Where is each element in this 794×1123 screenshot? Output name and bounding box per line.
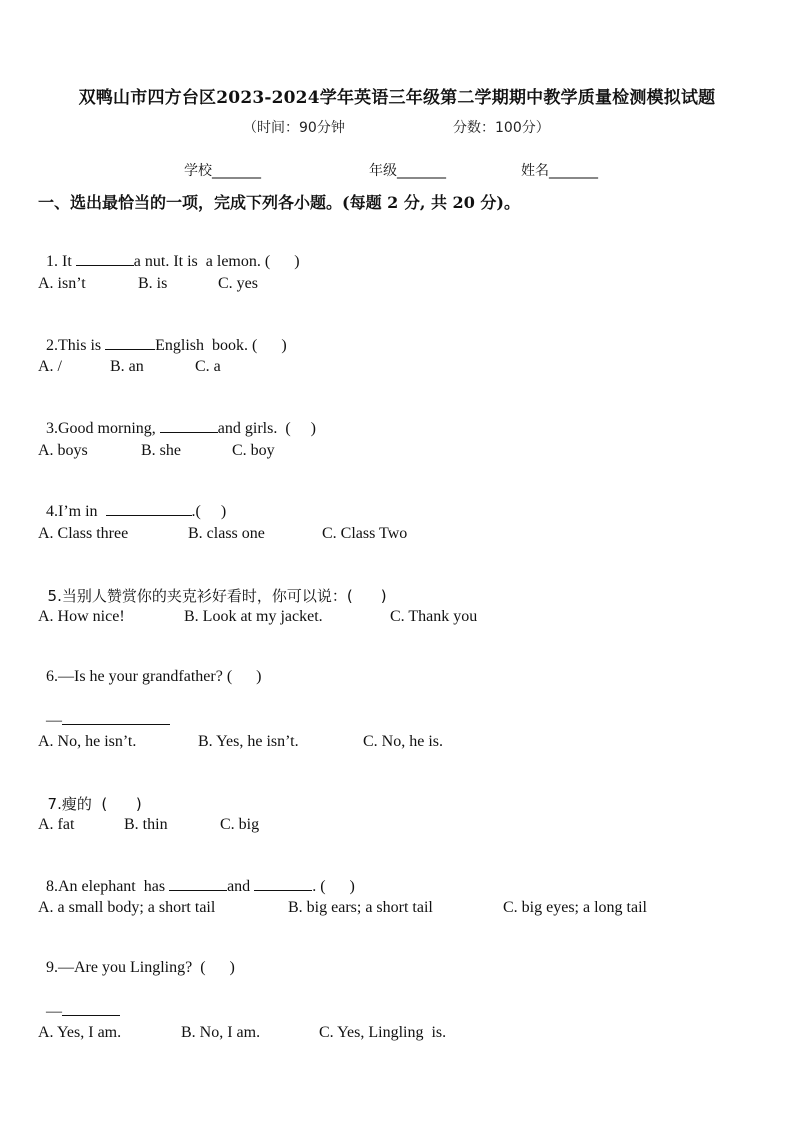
question-text: 8.An elephant has [46,878,170,895]
option-c[interactable]: C. Yes, Lingling is. [319,1024,447,1041]
option-b[interactable]: B. she [141,442,181,459]
name-field[interactable]: 姓名_______ [521,163,598,179]
question-9 [38,941,235,977]
question-6 [38,650,261,686]
section-heading: 一、选出最恰当的一项，完成下列各小题。(每题 2 分, 共 20 分)。 [38,193,520,212]
question-text: 7.瘦的 ( ) [47,795,142,813]
answer-blank[interactable] [169,876,227,891]
option-b[interactable]: B. class one [188,525,265,542]
answer-line [38,983,120,1021]
answer-blank[interactable] [254,876,312,891]
question-text: English book. ( ) [155,337,287,354]
question-text: 4.I’m in [46,503,106,520]
option-c[interactable]: C. a [195,358,221,375]
option-b[interactable]: B. big ears; a short tail [288,899,433,916]
question-text: .( ) [191,503,227,520]
page-title: 双鸭山市四方台区2023-2024学年英语三年级第二学期期中教学质量检测模拟试题 [78,88,716,108]
exam-score: 分数：100分） [453,120,550,136]
question-text: a nut. It is a lemon. ( ) [133,253,300,270]
question-text: and [227,878,255,895]
option-a[interactable]: A. boys [38,442,88,459]
option-a[interactable]: A. / [38,358,62,375]
question-5 [38,567,387,606]
question-2 [38,317,287,355]
question-text: 1. It [46,253,76,270]
option-c[interactable]: C. big [220,816,260,833]
answer-blank[interactable] [106,501,192,516]
option-b[interactable]: B. No, I am. [181,1024,261,1041]
answer-blank[interactable] [160,418,218,433]
dash: — [46,1003,62,1020]
answer-blank[interactable] [76,251,134,266]
answer-blank[interactable] [62,710,170,725]
option-a[interactable]: A. How nice! [38,608,125,625]
option-a[interactable]: A. Class three [38,525,129,542]
question-7 [38,775,142,814]
question-text: 3.Good morning, [46,420,160,437]
option-b[interactable]: B. Yes, he isn’t. [198,733,299,750]
question-text: . ( ) [312,878,355,895]
question-4 [38,483,226,521]
question-1 [38,233,300,271]
option-c[interactable]: C. boy [232,442,275,459]
school-field[interactable]: 学校_______ [184,163,261,179]
question-3 [38,400,316,438]
option-c[interactable]: C. Thank you [390,608,478,625]
option-c[interactable]: C. yes [218,275,258,292]
question-text: ) [380,587,387,605]
option-a[interactable]: A. a small body; a short tail [38,899,216,916]
option-c[interactable]: C. big eyes; a long tail [503,899,647,916]
question-text: 2.This is [46,337,106,354]
question-text: and girls. ( ) [217,420,316,437]
question-text: 6.—Is he your grandfather? ( ) [46,668,262,685]
dash: — [46,712,62,729]
option-b[interactable]: B. an [110,358,144,375]
option-b[interactable]: B. is [138,275,168,292]
option-a[interactable]: A. fat [38,816,75,833]
option-a[interactable]: A. No, he isn’t. [38,733,137,750]
option-c[interactable]: C. No, he is. [363,733,443,750]
question-text: 5.当别人赞赏你的夹克衫好看时，你可以说：( [47,587,353,605]
option-b[interactable]: B. thin [124,816,168,833]
answer-line [38,692,170,730]
option-b[interactable]: B. Look at my jacket. [184,608,323,625]
option-a[interactable]: A. isn’t [38,275,86,292]
answer-blank[interactable] [105,335,155,350]
question-text: 9.—Are you Lingling? ( ) [46,959,235,976]
question-8 [38,858,355,896]
option-a[interactable]: A. Yes, I am. [38,1024,122,1041]
grade-field[interactable]: 年级_______ [369,163,446,179]
option-c[interactable]: C. Class Two [322,525,408,542]
exam-time: （时间：90分钟 [243,120,345,136]
answer-blank[interactable] [62,1001,120,1016]
